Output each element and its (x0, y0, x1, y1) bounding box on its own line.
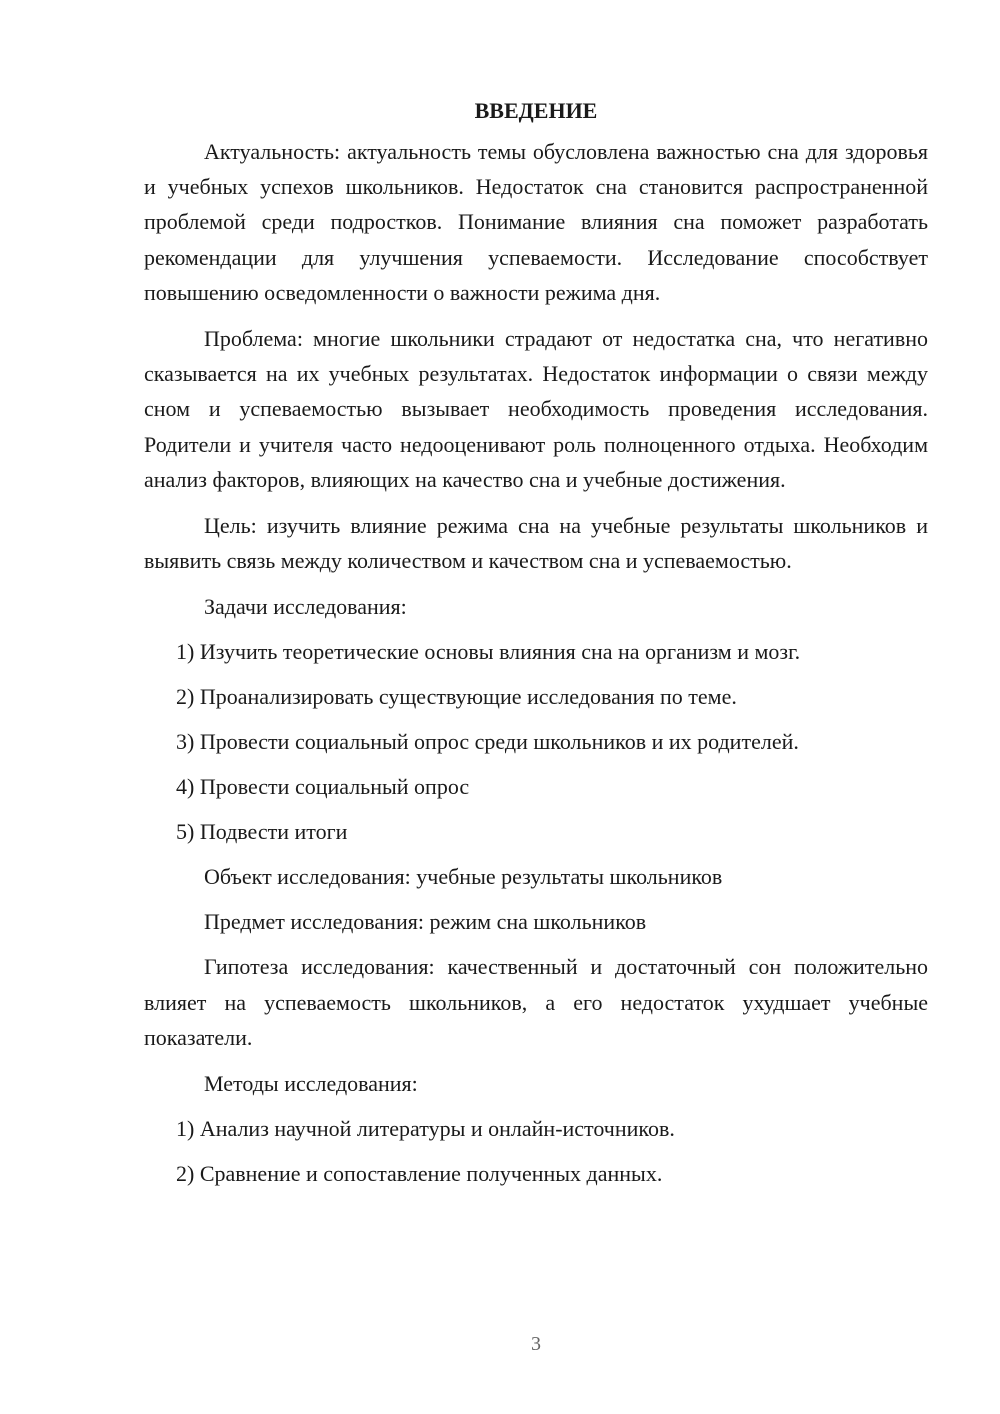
task-item-2: 2) Проанализировать существующие исследования по теме. (176, 684, 737, 710)
task-item-3: 3) Провести социальный опрос среди школьников и их родителей. (176, 729, 799, 755)
section-title: ВВЕДЕНИЕ (474, 98, 598, 123)
method-item-2: 2) Сравнение и сопоставление полученных данных. (176, 1161, 663, 1187)
page-content (144, 93, 928, 1201)
method-item-1: 1) Анализ научной литературы и онлайн-источников. (176, 1116, 675, 1142)
hypothesis-paragraph: Гипотеза исследования: качественный и достаточный сон положительно влияет на успеваемость школьников, а его недостаток ухудшает учебные показатели. (144, 954, 928, 1050)
task-item-5: 5) Подвести итоги (176, 819, 348, 845)
problem-paragraph: Проблема: многие школьники страдают от недостатка сна, что негативно сказывается на их учебных результатах. Недостаток информации о связи между сном и успеваемостью вызывает необходимость проведения исследования. Родители и учителя часто недооценивают роль полноценного отдыха. Необходим анализ факторов, влияющих на качество сна и учебные достижения. (144, 326, 928, 492)
object-paragraph: Объект исследования: учебные результаты школьников (204, 864, 723, 890)
task-item-4: 4) Провести социальный опрос (176, 774, 470, 800)
task-item-1: 1) Изучить теоретические основы влияния сна на организм и мозг. (176, 639, 801, 665)
subject-paragraph: Предмет исследования: режим сна школьников (204, 909, 647, 935)
relevance-paragraph: Актуальность: актуальность темы обусловлена важностью сна для здоровья и учебных успехов школьников. Недостаток сна становится распространенной проблемой среди подростков. Понимание влияния сна поможет разработать рекомендации для улучшения успеваемости. Исследование способствует повышению осведомленности о важности режима дня. (144, 139, 928, 305)
tasks-heading: Задачи исследования: (204, 594, 407, 620)
goal-paragraph: Цель: изучить влияние режима сна на учебные результаты школьников и выявить связь между количеством и качеством сна и успеваемостью. (144, 513, 928, 574)
page-number: 3 (531, 1333, 541, 1355)
methods-heading: Методы исследования: (204, 1071, 418, 1097)
